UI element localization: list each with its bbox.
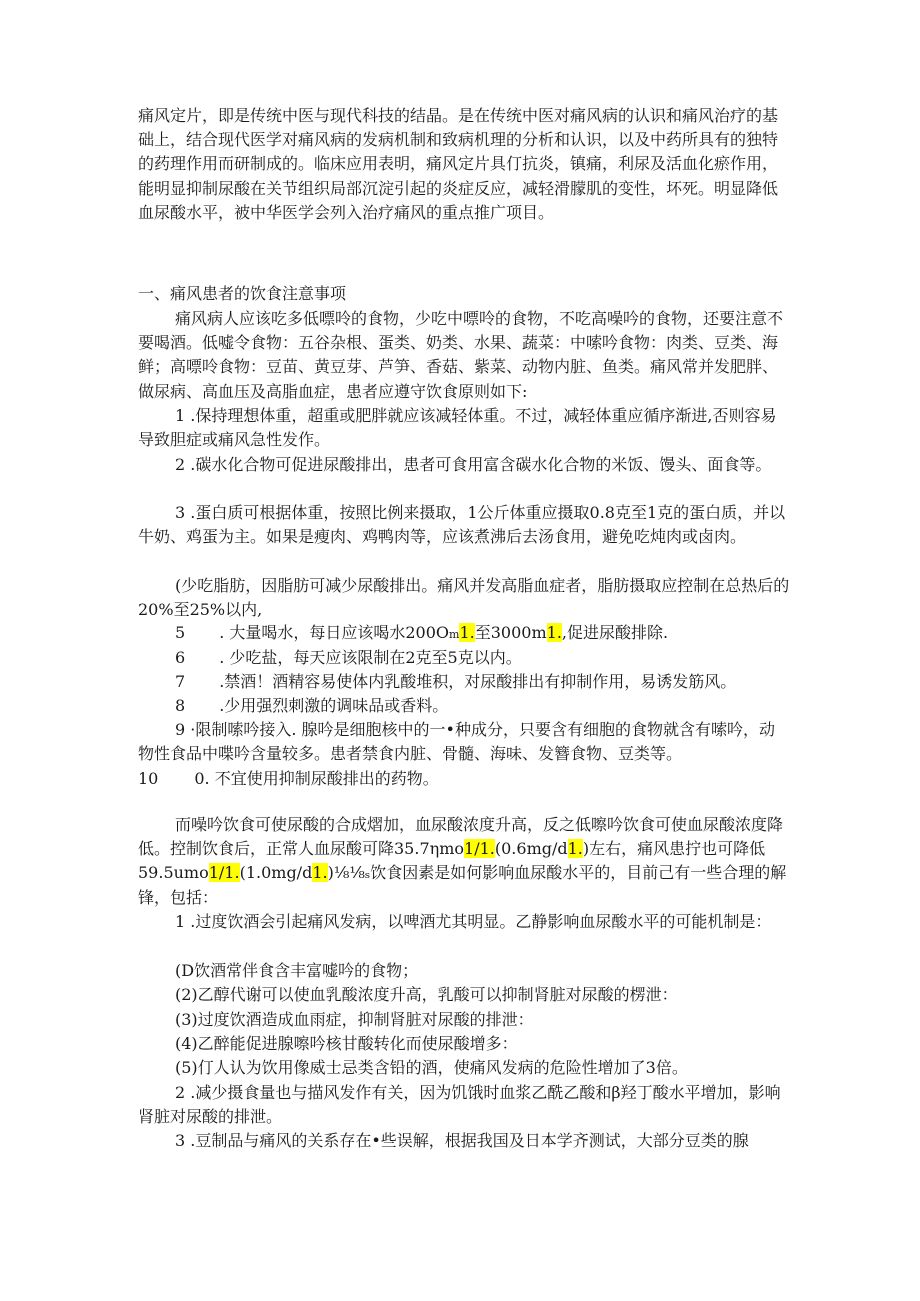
- list-item-8: 8 .少用强烈刺激的调味品或香料。: [175, 696, 449, 715]
- reason-item: (D饮酒常伴食含丰富嘘吟的食物；: [175, 961, 419, 980]
- list-item-3: 3 .蛋白质可根据体重，按照比例来摄取，1公斤体重应摄取0.8克至1克的蛋白质，并以牛奶、鸡蛋为主。如果是瘦肉、鸡鸭肉等，应该煮沸后去汤食用，避免吃炖肉或卤肉。: [138, 503, 786, 547]
- highlight: 1/1.: [208, 863, 240, 883]
- list-item-4: (少吃脂肪，因脂肪可减少尿酸排出。痛风并发高脂血症者，脂肪摄取应控制在总热后的20%至25%以内,: [138, 576, 790, 620]
- list-item-6: 6 . 少吃盐，每天应该限制在2克至5克以内。: [175, 648, 522, 667]
- uric-acid-paragraph: 而噪吟饮食可使尿酸的合成熠加，血尿酸浓度升高，反之低嚓吟饮食可使血尿酸浓度降低。控制饮食后，正常人血尿酸可降35.7ηmo1/1.(0.6mg/d1.)左右，痛风患拧也可降低59.5umo1/1.(1.0mg/d1.)⅛⅛ₛ饮食因素是如何影响血尿酸水平的，目前己有一些合理的解锋，包括：: [138, 815, 787, 907]
- intro-paragraph: 痛风定片，即是传统中医与现代科技的结晶。是在传统中医对痛风病的认识和痛风治疗的基础上，结合现代医学对痛风病的发病机制和致病机理的分析和认识，以及中药所具有的独特的药理作用而研制成的。临床应用表明，痛风定片具仃抗炎，镇痛，利尿及活血化瘀作用，能明显抑制尿酸在关节组织局部沉淀引起的炎症反应，减轻滑朦肌的变性，坏死。明显降低血尿酸水平，被中华医学会列入治疗痛风的重点推广项目。: [138, 106, 779, 222]
- highlight: 1.: [546, 623, 562, 642]
- list-item-10: 10 0. 不宜使用抑制尿酸排出的药物。: [138, 769, 439, 788]
- highlight: 1.: [312, 863, 328, 883]
- highlight: 1.: [567, 839, 583, 859]
- reason-item: (2)乙醇代谢可以使血乳酸浓度升高，乳酸可以抑制肾脏对尿酸的楞泄：: [175, 985, 678, 1004]
- reason-item: (3)过度饮酒造成血雨症，抑制肾脏对尿酸的排泄：: [175, 1010, 534, 1029]
- diet-overview-paragraph: 痛风病人应该吃多低嘌呤的食物，少吃中嘌呤的食物，不吃高噪吟的食物，还要注意不要喝酒。低嘘令食物：五谷杂根、蛋类、奶类、水果、蔬菜：中嗦吟食物：肉类、豆类、海鲜；高嘌呤食物：豆苗、黄豆芽、芦笋、香菇、紫菜、动物内脏、鱼类。痛风常并发肥胖、做尿病、高血压及高脂血症，患者应遵守饮食原则如下:: [138, 309, 784, 401]
- list-item-5-number: 5: [175, 623, 186, 642]
- list-item-7: 7 .禁酒！酒精容易使体内乳酸堆积，对尿酸排出有抑制作用，易诱发筋风。: [175, 672, 737, 691]
- factor-item-2: 2 .减少摄食量也与描风发作有关，因为饥饿时血浆乙酰乙酸和β羟丁酸水平增加，影响肾脏对尿酸的排泄。: [138, 1083, 781, 1127]
- factor-item-1: 1 .过度饮酒会引起痛风发病，以啤酒尤其明显。乙静影响血尿酸水平的可能机制是：: [175, 912, 772, 931]
- section-heading: 一、痛风患者的饮食注意事项: [138, 284, 347, 303]
- list-item-1: 1 .保持理想体重，超重或肥胖就应该减轻体重。不过，减轻体重应循序渐进,否则容易导致胆症或痛风急性发作。: [138, 406, 777, 450]
- factor-item-3: 3 .豆制品与痛风的关系存在•些误解，根据我国及日本学齐测试，大部分豆类的腺: [175, 1131, 749, 1150]
- highlight: 1/1.: [464, 839, 495, 859]
- list-item-2: 2 .碳水化合物可促进尿酸排出，患者可食用富含碳水化合物的米饭、馒头、面食等。: [175, 455, 772, 474]
- list-item-9: 9 ·限制嗦吟接入. 腺吟是细胞核中的一•种成分，只要含有细胞的食物就含有嗦吟，动物性食品中喋吟含量较多。患者禁食内脏、骨髓、海味、发簪食物、豆类等。: [138, 720, 775, 764]
- reason-item: (4)乙醉能促进腺嚓吟核甘酸转化而使尿酸增多：: [175, 1034, 518, 1053]
- list-item-5: 5 . 大量喝水，每日应该喝水200Om1.至3000m1.,促进尿酸排除.: [175, 623, 669, 642]
- reason-item: (5)仃人认为饮用像威士忌类含铅的酒，使痛风发病的危险性增加了3倍。: [175, 1058, 688, 1077]
- highlight: 1.: [459, 623, 475, 642]
